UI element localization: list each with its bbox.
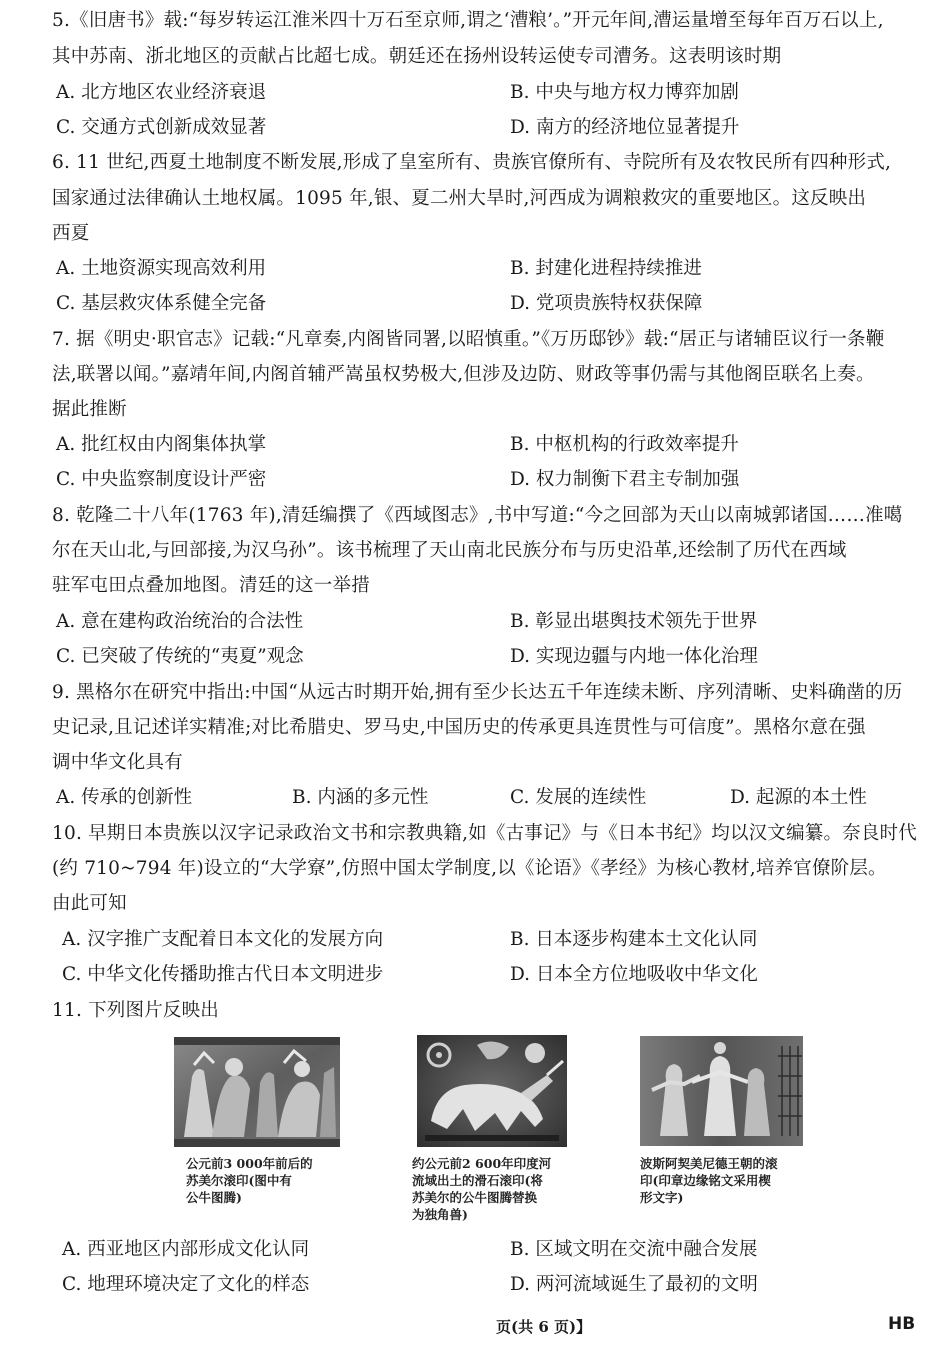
q11-option-a[interactable]: A. 西亚地区内部形成文化认同	[62, 1239, 310, 1260]
figure-2-caption-line-2: 流域出土的滑石滚印(将	[412, 1173, 543, 1188]
q11-option-d[interactable]: D. 两河流域诞生了最初的文明	[510, 1274, 758, 1295]
q10-line-3: 由此可知	[52, 893, 127, 914]
q10-option-a[interactable]: A. 汉字推广支配着日本文化的发展方向	[62, 929, 384, 950]
achaemenid-seal-image	[640, 1036, 803, 1146]
q5-line-2: 其中苏南、浙北地区的贡献占比超七成。朝廷还在扬州设转运使专司漕务。这表明该时期	[52, 46, 782, 67]
indus-seal-image	[417, 1035, 567, 1147]
q5-line-1: 5.《旧唐书》载:“每岁转运江淮米四十万石至京师,谓之‘漕粮’。”开元年间,漕运量增至每年百万石以上,	[52, 10, 884, 31]
figure-3-caption-line-3: 形文字)	[640, 1190, 684, 1205]
q11-option-b[interactable]: B. 区域文明在交流中融合发展	[510, 1239, 758, 1260]
q6-line-3: 西夏	[52, 223, 90, 244]
q9-line-2: 史记录,且记述详实精准;对比希腊史、罗马史,中国历史的传承更具连贯性与可信度”。黑格尔意在强	[52, 717, 866, 738]
q6-line-2: 国家通过法律确认土地权属。1095 年,银、夏二州大旱时,河西成为调粮救灾的重要地区。这反映出	[52, 188, 867, 209]
figure-achaemenid-seal	[640, 1036, 803, 1146]
q10-line-2: (约 710~794 年)设立的“大学寮”,仿照中国太学制度,以《论语》《孝经》为核心教材,培养官僚阶层。	[52, 858, 887, 879]
q6-option-d[interactable]: D. 党项贵族特权获保障	[510, 293, 703, 314]
q8-option-b[interactable]: B. 彰显出堪舆技术领先于世界	[510, 611, 758, 632]
q7-option-d[interactable]: D. 权力制衡下君主专制加强	[510, 469, 740, 490]
q10-line-1: 10. 早期日本贵族以汉字记录政治文书和宗教典籍,如《古事记》与《日本书纪》均以汉文编纂。奈良时代	[52, 823, 917, 844]
q5-option-b[interactable]: B. 中央与地方权力博弈加剧	[510, 82, 739, 103]
q8-option-c[interactable]: C. 已突破了传统的“夷夏”观念	[56, 646, 304, 667]
q10-option-b[interactable]: B. 日本逐步构建本土文化认同	[510, 929, 758, 950]
q11-option-c[interactable]: C. 地理环境决定了文化的样态	[62, 1274, 310, 1295]
figure-1-caption-line-2: 苏美尔滚印(图中有	[186, 1173, 292, 1188]
q9-option-c[interactable]: C. 发展的连续性	[510, 787, 647, 808]
q5-option-a[interactable]: A. 北方地区农业经济衰退	[56, 82, 267, 103]
q10-option-c[interactable]: C. 中华文化传播助推古代日本文明进步	[62, 964, 384, 985]
q7-line-1: 7. 据《明史·职官志》记载:“凡章奏,内阁皆同署,以昭慎重。”《万历邸钞》载:“居正与诸辅臣议行一条鞭	[52, 329, 885, 350]
q7-option-a[interactable]: A. 批红权由内阁集体执掌	[56, 434, 267, 455]
figure-3-caption	[640, 1155, 778, 1206]
figure-3-caption-line-2: 印(印章边缘铭文采用楔	[640, 1173, 771, 1188]
q7-line-3: 据此推断	[52, 399, 127, 420]
q11-line-1: 11. 下列图片反映出	[52, 1000, 220, 1021]
q9-option-d[interactable]: D. 起源的本土性	[730, 787, 867, 808]
q9-option-a[interactable]: A. 传承的创新性	[56, 787, 193, 808]
q7-option-b[interactable]: B. 中枢机构的行政效率提升	[510, 434, 739, 455]
q8-line-1: 8. 乾隆二十八年(1763 年),清廷编撰了《西域图志》,书中写道:“今之回部为天山以南城郭诸国……准噶	[52, 505, 903, 526]
figure-2-caption	[412, 1155, 551, 1223]
sumerian-seal-image	[174, 1037, 340, 1147]
q10-option-d[interactable]: D. 日本全方位地吸收中华文化	[510, 964, 758, 985]
figure-indus-seal	[417, 1035, 567, 1147]
figure-2-caption-line-1: 约公元前2 600年印度河	[412, 1156, 552, 1171]
q9-line-3: 调中华文化具有	[52, 752, 183, 773]
q9-line-1: 9. 黑格尔在研究中指出:中国“从远古时期开始,拥有至少长达五千年连续未断、序列清晰、史料确凿的历	[52, 682, 903, 703]
figure-1-caption-line-3: 公牛图腾)	[186, 1190, 242, 1205]
q8-option-a[interactable]: A. 意在建构政治统治的合法性	[56, 611, 304, 632]
q6-option-c[interactable]: C. 基层救灾体系健全完备	[56, 293, 267, 314]
page-number: 页(共 6 页)】	[496, 1318, 592, 1336]
q5-option-c[interactable]: C. 交通方式创新成效显著	[56, 117, 267, 138]
figure-1-caption	[186, 1155, 313, 1206]
q5-option-d[interactable]: D. 南方的经济地位显著提升	[510, 117, 740, 138]
figure-2-caption-line-3: 苏美尔的公牛图腾替换	[412, 1190, 538, 1205]
q7-line-2: 法,联署以闻。”嘉靖年间,内阁首辅严嵩虽权势极大,但涉及边防、财政等事仍需与其他阁臣联名上奏。	[52, 364, 875, 385]
q9-option-b[interactable]: B. 内涵的多元性	[292, 787, 429, 808]
figure-3-caption-line-1: 波斯阿契美尼德王朝的滚	[640, 1156, 778, 1171]
figure-sumerian-seal	[174, 1037, 340, 1147]
figure-2-caption-line-4: 为独角兽)	[412, 1207, 468, 1222]
exam-code: HB	[888, 1314, 916, 1334]
q8-line-3: 驻军屯田点叠加地图。清廷的这一举措	[52, 575, 370, 596]
q6-option-a[interactable]: A. 土地资源实现高效利用	[56, 258, 267, 279]
q6-option-b[interactable]: B. 封建化进程持续推进	[510, 258, 702, 279]
figure-1-caption-line-1: 公元前3 000年前后的	[186, 1156, 313, 1171]
q8-option-d[interactable]: D. 实现边疆与内地一体化治理	[510, 646, 758, 667]
q8-line-2: 尔在天山北,与回部接,为汉乌孙”。该书梳理了天山南北民族分布与历史沿革,还绘制了历代在西域	[52, 540, 847, 561]
q6-line-1: 6. 11 世纪,西夏土地制度不断发展,形成了皇室所有、贵族官僚所有、寺院所有及农牧民所有四种形式,	[52, 152, 892, 173]
q7-option-c[interactable]: C. 中央监察制度设计严密	[56, 469, 267, 490]
